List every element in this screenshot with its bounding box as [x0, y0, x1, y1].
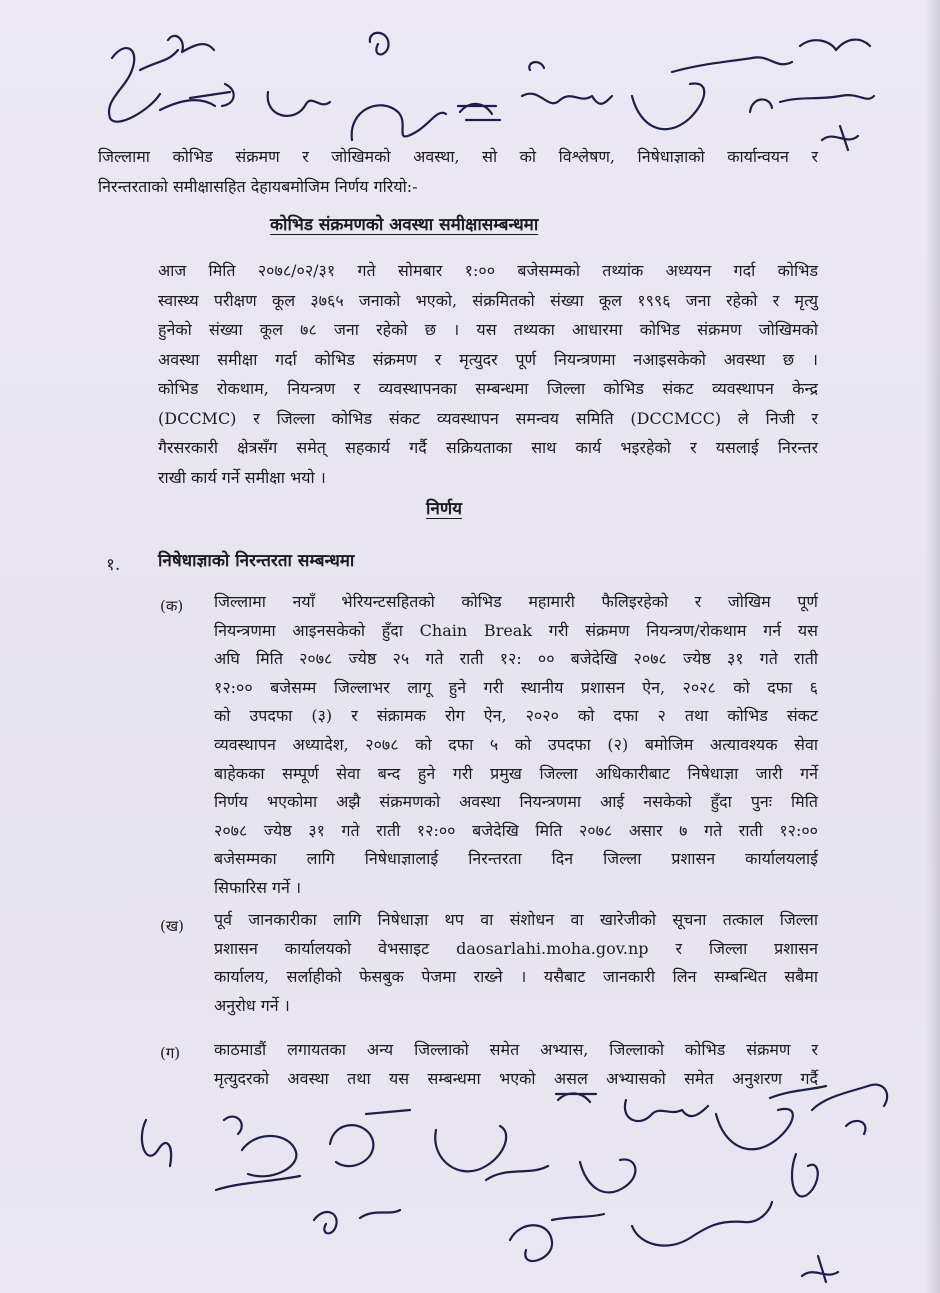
kha-line: अनुरोध गर्ने । [214, 995, 290, 1015]
review-line: कोभिड रोकथाम, नियन्त्रण र व्यवस्थापनका सम्बन्धमा जिल्ला कोभिड संकट व्यवस्थापन केन्द्र [158, 379, 818, 398]
ka-line: बजेसम्मका लागि निषेधाज्ञालाई निरन्तरता दिन जिल्ला प्रशासन कार्यालयलाई [214, 849, 818, 869]
decision-heading: निर्णय [426, 499, 462, 519]
ka-line: निर्णय भएकोमा अझै संक्रमणको अवस्था नियन्त्रणमा आई नसकेको हुँदा पुनः मिति [214, 792, 818, 812]
ka-line: जिल्लामा नयाँ भेरियन्टसहितको कोभिड महामारी फैलिइरहेको र जोखिम पूर्ण [214, 592, 818, 611]
subitem-ka-text [214, 588, 818, 903]
intro-line: निरन्तरताको समीक्षासहित देहायबमोजिम निर्णय गरियो:- [98, 176, 418, 196]
review-line: स्वास्थ्य परीक्षण कूल ३७६५ जनाको भएको, संक्रमितको संख्या कूल १९९६ जना रहेको र मृत्यु [158, 290, 818, 310]
ka-line: २०७८ ज्येष्ठ ३१ गते राती १२:०० बजेदेखि मिति २०७८ असार ७ गते राती १२:०० [214, 820, 818, 840]
ga-line: काठमाडौं लगायतका अन्य जिल्लाको समेत अभ्यास, जिल्लाको कोभिड संक्रमण र [214, 1040, 818, 1059]
review-line: (DCCMC) र जिल्ला कोभिड संकट व्यवस्थापन समन्वय समिति (DCCMCC) ले निजी र [158, 408, 818, 428]
page-edge-shadow [926, 0, 940, 1293]
subitem-ga-label: (ग) [160, 1044, 181, 1062]
ka-line: व्यवस्थापन अध्यादेश, २०७८ को दफा ५ को उपदफा (२) बमोजिम अत्यावश्यक सेवा [214, 734, 818, 754]
ka-line: अघि मिति २०७८ ज्येष्ठ २५ गते राती १२: ०० बजेदेखि २०७८ ज्येष्ठ ३१ गते राती [214, 649, 818, 669]
item-title: निषेधाज्ञाको निरन्तरता सम्बन्धमा [158, 551, 355, 571]
intro-paragraph [98, 142, 818, 201]
kha-line: कार्यालय, सर्लाहीको फेसबुक पेजमा राख्ने । यसैबाट जानकारी लिन सम्बन्धित सबैमा [214, 967, 818, 986]
subitem-ka-label: (क) [160, 597, 184, 615]
intro-line: जिल्लामा कोभिड संक्रमण र जोखिमको अवस्था, सो को विश्लेषण, निषेधाज्ञाको कार्यान्वयन र [98, 147, 818, 166]
review-heading: कोभिड संक्रमणको अवस्था समीक्षासम्बन्धमा [270, 215, 539, 235]
kha-line: पूर्व जानकारीका लागि निषेधाज्ञा थप वा संशोधन वा खारेजीको सूचना तत्काल जिल्ला [214, 910, 818, 929]
review-paragraph [158, 256, 818, 492]
review-line: हुनेको संख्या कूल ७८ जना रहेको छ । यस तथ्यका आधारमा कोभिड संक्रमण जोखिमको [158, 320, 818, 339]
kha-line: प्रशासन कार्यालयको वेभसाइट daosarlahi.moha.gov.np र जिल्ला प्रशासन [214, 938, 818, 958]
review-line: गैरसरकारी क्षेत्रसँग समेत् सहकार्य गर्दै सक्रियताका साथ कार्य भइरहेको र यसलाई निरन्तर [158, 438, 818, 457]
subitem-kha-text [214, 906, 818, 1020]
review-line: आज मिति २०७८/०२/३१ गते सोमबार १:०० बजेसम्मको तथ्यांक अध्ययन गर्दा कोभिड [158, 261, 818, 280]
ka-line: को उपदफा (३) र संक्रामक रोग ऐन, २०२० को दफा २ तथा कोभिड संकट [214, 706, 818, 726]
subitem-ga-text [214, 1036, 818, 1093]
ka-line: सिफारिस गर्ने । [214, 877, 302, 897]
review-line: राखी कार्य गर्ने समीक्षा भयो । [158, 467, 326, 487]
item-number: १. [106, 555, 121, 575]
ka-line: नियन्त्रणमा आइनसकेको हुँदा Chain Break गरी संक्रमण नियन्त्रण/रोकथाम गर्न यस [214, 620, 818, 640]
ka-line: १२:०० बजेसम्म जिल्लाभर लागू हुने गरी स्थानीय प्रशासन ऐन, २०२८ को दफा ६ [214, 677, 818, 697]
ga-line: मृत्युदरको अवस्था तथा यस सम्बन्धमा भएको असल अभ्यासको समेत अनुशरण गर्दै [214, 1068, 818, 1088]
review-line: अवस्था समीक्षा गर्दा कोभिड संक्रमण र मृत्युदर पूर्ण नियन्त्रणमा नआइसकेको अवस्था छ । [158, 349, 818, 369]
ka-line: बाहेकका सम्पूर्ण सेवा बन्द हुने गरी प्रमुख जिल्ला अधिकारीबाट निषेधाज्ञा जारी गर्ने [214, 763, 818, 783]
subitem-kha-label: (ख) [160, 917, 184, 935]
